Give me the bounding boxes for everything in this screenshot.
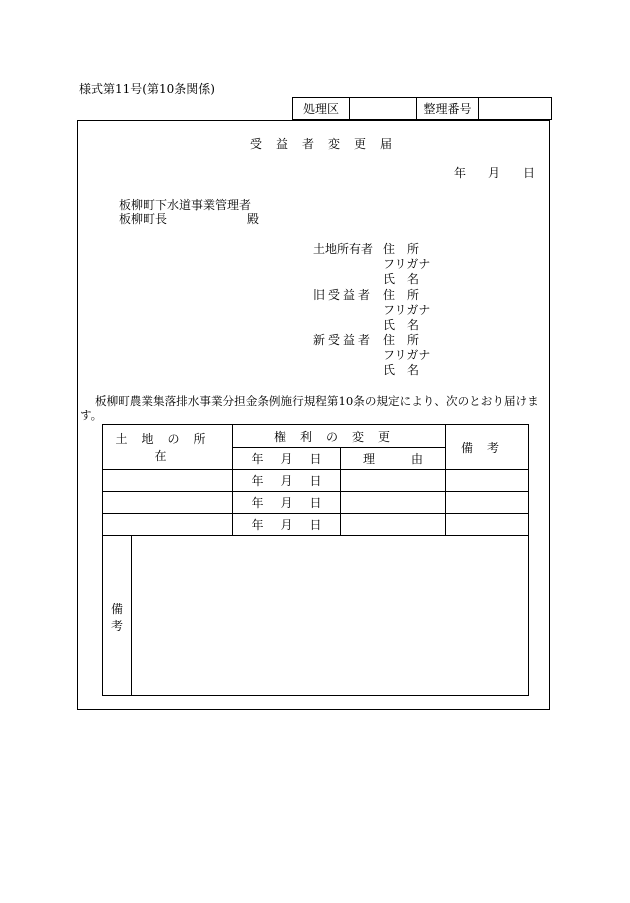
addressee-line2: 板柳町長 [119, 212, 168, 226]
date-header-day: 日 [309, 452, 322, 466]
party-field-furigana: フリガナ [383, 257, 431, 271]
party-field-address: 住 所 [383, 242, 420, 256]
header-boxes [292, 97, 552, 120]
statement-line2: す。 [80, 408, 103, 422]
date-month-label: 月 [488, 166, 501, 180]
party-field-name: 氏 名 [383, 318, 420, 332]
district-value-field[interactable] [350, 98, 417, 120]
statement-line1: 板柳町農業集落排水事業分担金条例施行規程第10条の規定により、次のとおり届けま [95, 394, 539, 408]
table-row [103, 492, 529, 514]
row-year: 年 [251, 518, 264, 532]
party-role: 旧受益者 [313, 288, 374, 302]
party-field-furigana: フリガナ [383, 303, 431, 317]
date-cell[interactable] [233, 470, 341, 492]
date-header [233, 448, 341, 470]
row-month: 月 [280, 496, 293, 510]
row-day: 日 [309, 496, 322, 510]
remarks-label-cell [103, 536, 132, 696]
location-cell[interactable] [103, 470, 233, 492]
date-cell[interactable] [233, 492, 341, 514]
party-field-name: 氏 名 [383, 363, 420, 377]
row-month: 月 [280, 518, 293, 532]
location-cell[interactable] [103, 514, 233, 536]
reason-cell[interactable] [341, 492, 446, 514]
remarks-cell[interactable] [446, 514, 529, 536]
party-field-address: 住 所 [383, 333, 420, 347]
party-field-address: 住 所 [383, 288, 420, 302]
district-label: 処理区 [293, 98, 350, 120]
remarks-char1: 備 [110, 601, 123, 616]
date-header-year: 年 [251, 452, 264, 466]
party-role: 土地所有者 [313, 242, 374, 256]
remarks-cell[interactable] [446, 470, 529, 492]
location-header: 土地の所在 [103, 425, 233, 470]
row-year: 年 [251, 474, 264, 488]
row-day: 日 [309, 474, 322, 488]
addressee-line1: 板柳町下水道事業管理者 [119, 198, 252, 212]
date-cell[interactable] [233, 514, 341, 536]
reason-cell[interactable] [341, 514, 446, 536]
date-day-label: 日 [523, 166, 536, 180]
party-field-name: 氏 名 [383, 272, 420, 286]
date-header-month: 月 [280, 452, 293, 466]
remarks-header: 備考 [446, 425, 529, 470]
form-label: 様式第11号(第10条関係) [79, 82, 215, 96]
remarks-char2: 考 [110, 618, 123, 633]
date-year-label: 年 [454, 166, 467, 180]
party-role: 新受益者 [313, 333, 374, 347]
reason-header: 理 由 [341, 448, 446, 470]
remarks-content-field[interactable] [132, 536, 529, 696]
remarks-cell[interactable] [446, 492, 529, 514]
number-value-field[interactable] [479, 98, 552, 120]
remarks-box [102, 535, 529, 696]
row-year: 年 [251, 496, 264, 510]
form-title: 受益者変更届 [250, 137, 407, 151]
party-field-furigana: フリガナ [383, 348, 431, 362]
change-header: 権利の変更 [233, 425, 446, 448]
row-month: 月 [280, 474, 293, 488]
location-cell[interactable] [103, 492, 233, 514]
reason-cell[interactable] [341, 470, 446, 492]
table-row [103, 514, 529, 536]
table-row [103, 470, 529, 492]
rights-change-table [102, 424, 529, 536]
addressee-honorific: 殿 [247, 212, 260, 226]
row-day: 日 [309, 518, 322, 532]
number-label: 整理番号 [417, 98, 479, 120]
